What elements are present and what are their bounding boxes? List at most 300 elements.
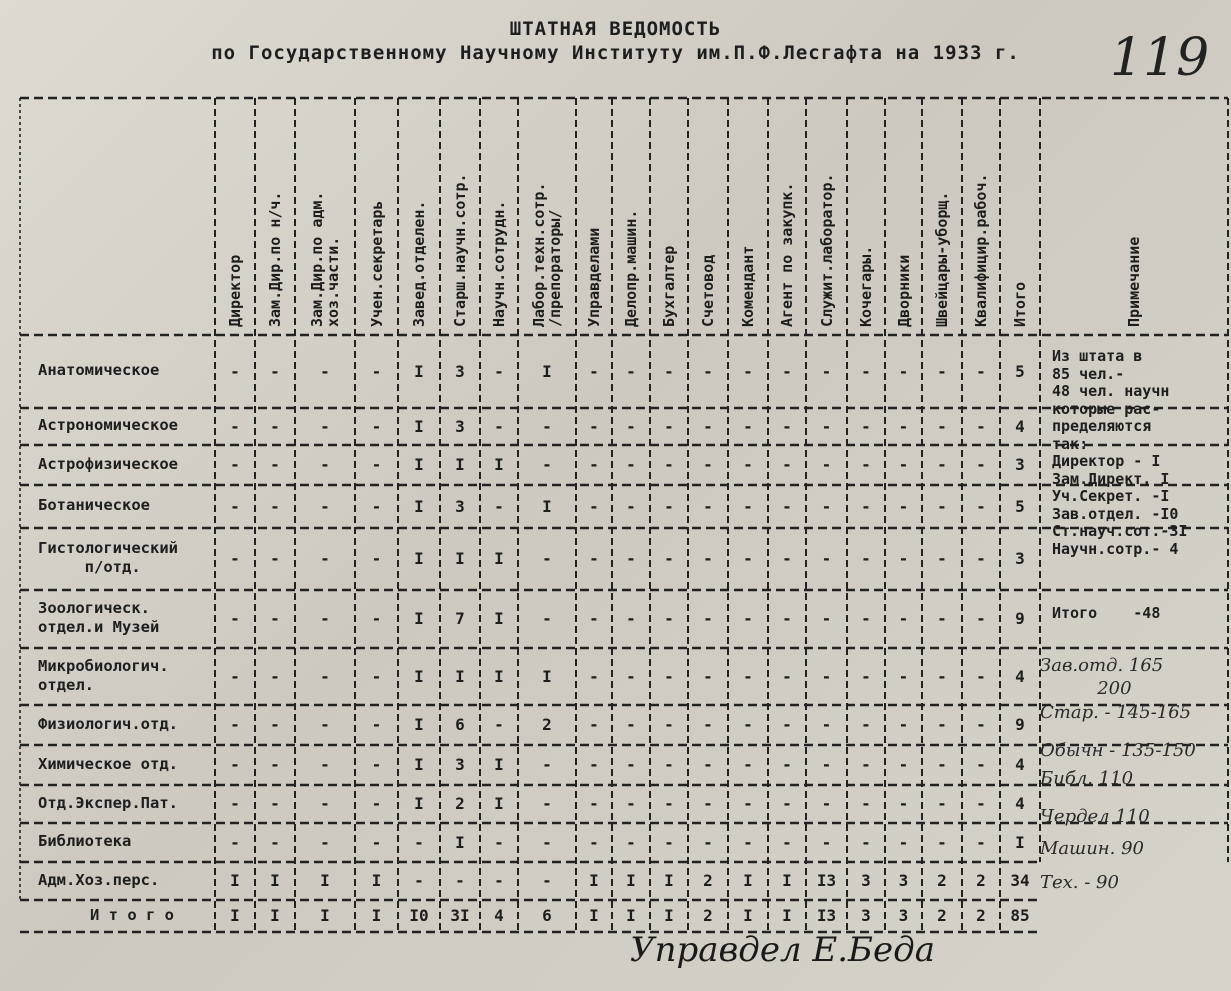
table-cell: 6 [542, 906, 552, 925]
table-cell: - [782, 794, 792, 813]
table-cell: I [626, 871, 636, 890]
column-header: Агент по закупк. [778, 182, 796, 327]
table-cell: - [976, 794, 986, 813]
table-cell: - [626, 455, 636, 474]
table-cell: I [230, 871, 240, 890]
table-cell: - [371, 832, 382, 852]
table-cell: - [230, 832, 240, 852]
table-cell: - [937, 666, 947, 686]
table-cell: I [494, 455, 504, 474]
column-header: Служит.лаборатор. [817, 173, 836, 327]
table-cell: - [937, 416, 947, 436]
table-cell: I [414, 609, 424, 628]
table-cell: I [664, 906, 674, 925]
typed-note-line: которые рас- [1052, 399, 1161, 418]
table-cell: I [743, 906, 753, 925]
table-cell: I [414, 755, 424, 774]
table-cell: I [626, 906, 636, 925]
table-cell: 2 [455, 794, 465, 813]
table-cell: - [861, 755, 871, 774]
column-header: Старш.научн.сотр. [451, 173, 469, 327]
signature: Управдел Е.Беда [630, 930, 935, 970]
column-header: Зам.Дир.по адм. хоз.части. [308, 191, 342, 327]
table-cell: - [664, 416, 674, 436]
table-cell: - [898, 609, 909, 628]
table-cell: 3I [450, 906, 470, 925]
table-cell: - [542, 871, 552, 890]
table-cell: - [976, 416, 986, 436]
table-cell: - [494, 361, 504, 381]
table-cell: - [976, 609, 986, 628]
table-cell: I [589, 906, 599, 925]
table-cell: - [270, 666, 280, 686]
column-header: Бухгалтер [660, 245, 678, 327]
table-cell: - [743, 361, 753, 381]
table-cell: - [821, 715, 832, 734]
table-cell: - [626, 715, 636, 734]
table-cell: I [542, 666, 552, 686]
table-cell: I [494, 794, 504, 813]
table-cell: - [589, 715, 599, 734]
table-cell: I [270, 871, 280, 890]
table-cell: - [589, 609, 599, 628]
row-label: Анатомическое [38, 361, 160, 379]
row-label: И т о г о [90, 905, 174, 924]
column-header: Итого [1011, 281, 1029, 327]
row-label: Ботаническое [38, 496, 150, 514]
column-header: Завед.отделен. [410, 200, 428, 327]
table-cell: - [230, 715, 240, 734]
table-cell: - [861, 794, 871, 813]
table-cell: - [782, 361, 792, 381]
handwritten-note-line: Стар. - 145-165 [1040, 702, 1192, 723]
table-cell: I [230, 906, 240, 925]
column-header: Дворники [894, 254, 913, 327]
table-cell: 3 [861, 871, 871, 890]
table-cell: - [230, 609, 240, 628]
table-cell: - [626, 496, 636, 516]
table-cell: - [861, 715, 871, 734]
table-cell: - [743, 455, 753, 474]
table-cell: 3 [1015, 455, 1025, 474]
table-cell: - [821, 496, 832, 516]
table-cell: 4 [1015, 416, 1025, 436]
table-cell: 4 [1015, 666, 1025, 686]
table-cell: - [320, 549, 330, 568]
table-cell: - [494, 496, 504, 516]
table-cell: - [937, 755, 947, 774]
table-cell: - [821, 666, 832, 686]
table-cell: - [371, 361, 382, 381]
table-cell: I [320, 871, 330, 890]
table-cell: - [703, 549, 713, 568]
table-cell: - [320, 794, 330, 813]
table-cell: - [589, 832, 599, 852]
table-cell: - [976, 455, 986, 474]
table-cell: - [664, 832, 674, 852]
column-header: Квалифицир.рабоч. [972, 173, 990, 327]
table-cell: - [626, 794, 636, 813]
table-cell: 4 [494, 906, 504, 925]
table-cell: - [626, 755, 636, 774]
table-cell: - [320, 715, 330, 734]
table-cell: - [626, 832, 636, 852]
row-label: Микробиологич. отдел. [38, 656, 169, 694]
table-cell: - [743, 609, 753, 628]
typed-note-line: Директор - I [1052, 452, 1161, 470]
table-cell: - [743, 549, 753, 568]
document-title: ШТАТНАЯ ВЕДОМОСТЬ [509, 18, 722, 40]
table-cell: - [664, 496, 674, 516]
table-cell: - [270, 361, 280, 381]
table-cell: - [937, 609, 947, 628]
table-cell: - [743, 832, 753, 852]
table-cell: - [821, 455, 832, 474]
table-cell: - [898, 361, 909, 381]
table-cell: - [371, 416, 382, 436]
table-cell: - [664, 666, 674, 686]
table-cell: - [542, 455, 552, 474]
table-cell: - [703, 755, 713, 774]
table-cell: I [664, 871, 674, 890]
table-cell: - [937, 496, 947, 516]
table-cell: - [371, 609, 382, 628]
table-cell: 2 [937, 871, 947, 890]
table-cell: - [898, 715, 909, 734]
table-cell: I [270, 906, 280, 925]
typed-note-line: так: [1052, 434, 1089, 453]
row-label: Химическое отд. [38, 754, 178, 773]
row-label: Библиотека [38, 832, 132, 850]
table-cell: - [320, 455, 330, 474]
table-cell: - [898, 549, 909, 568]
row-label: Физиологич.отд. [38, 714, 178, 733]
table-cell: - [861, 666, 871, 686]
column-header: Примечание [1125, 236, 1143, 327]
table-cell: I [494, 755, 504, 774]
table-cell: - [414, 832, 424, 852]
typed-note-line: Уч.Секрет. -I [1052, 487, 1170, 505]
table-cell: 2 [703, 871, 713, 890]
table-cell: - [821, 549, 832, 568]
table-cell: I [414, 496, 424, 516]
table-cell: - [270, 455, 280, 474]
table-cell: - [703, 794, 713, 813]
typed-note-line: 85 чел.- [1052, 364, 1125, 383]
table-cell: 2 [976, 871, 986, 890]
typed-note-line: Научн.сотр.- 4 [1052, 539, 1179, 558]
table-cell: - [821, 361, 832, 381]
table-cell: - [589, 361, 599, 381]
table-cell: - [861, 496, 871, 516]
table-cell: - [542, 832, 552, 852]
table-cell: - [898, 416, 909, 436]
table-cell: - [542, 609, 552, 628]
table-cell: I [743, 871, 753, 890]
table-cell: - [898, 455, 909, 474]
table-cell: I [414, 361, 424, 381]
table-cell: - [821, 755, 832, 774]
table-cell: - [589, 666, 599, 686]
table-cell: I [542, 361, 552, 381]
document-subtitle: по Государственному Научному Институту им.П.Ф.Лесгафта на 1933 г. [211, 42, 1020, 64]
table-cell: - [743, 794, 753, 813]
table-cell: - [320, 609, 330, 628]
column-header: Кочегары. [857, 245, 875, 327]
table-cell: - [703, 361, 713, 381]
row-label: Астрономическое [38, 416, 178, 434]
table-cell: - [782, 609, 792, 628]
table-cell: 5 [1015, 496, 1025, 516]
table-cell: 9 [1015, 715, 1025, 734]
table-cell: - [664, 361, 674, 381]
table-cell: - [976, 496, 986, 516]
table-cell: - [626, 609, 636, 628]
table-cell: - [861, 549, 871, 568]
table-cell: - [703, 832, 713, 852]
table-cell: - [782, 666, 792, 686]
table-cell: 4 [1015, 794, 1025, 813]
table-cell: I [494, 666, 504, 686]
table-cell: - [320, 416, 330, 436]
table-cell: - [937, 794, 947, 813]
table-cell: 2 [976, 906, 986, 925]
column-header: Зам.Дир.по н/ч. [266, 191, 284, 327]
table-cell: - [626, 666, 636, 686]
column-header: Швейцары-уборщ. [933, 191, 951, 327]
row-label: Отд.Экспер.Пат. [38, 793, 178, 812]
table-cell: - [782, 416, 792, 436]
table-cell: I [494, 609, 504, 628]
table-cell: - [782, 832, 792, 852]
table-cell: - [782, 455, 792, 474]
table-cell: I [782, 871, 792, 890]
handwritten-note-line: Зав.отд. 165 [1040, 655, 1164, 676]
table-cell: - [821, 609, 832, 628]
table-cell: - [782, 755, 792, 774]
table-cell: - [743, 416, 753, 436]
table-cell: 3 [861, 906, 871, 925]
table-cell: 3 [898, 906, 909, 925]
table-cell: - [371, 496, 382, 516]
table-cell: - [320, 361, 330, 381]
table-cell: - [703, 715, 713, 734]
table-cell: - [371, 715, 382, 734]
table-cell: - [976, 755, 986, 774]
handwritten-note-line: 200 [1040, 678, 1132, 699]
table-cell: 3 [898, 871, 909, 890]
table-cell: 3 [455, 496, 465, 516]
table-cell: - [861, 609, 871, 628]
table-cell: I [414, 455, 424, 474]
table-cell: - [976, 549, 986, 568]
table-cell: - [230, 455, 240, 474]
table-cell: 34 [1010, 871, 1030, 890]
handwritten-note-line: Чердел 110 [1040, 806, 1150, 827]
table-cell: 3 [455, 416, 465, 436]
table-cell: - [743, 666, 753, 686]
table-cell: - [589, 794, 599, 813]
table-cell: 3 [1015, 549, 1025, 568]
table-cell: - [782, 496, 792, 516]
table-cell: - [898, 832, 909, 852]
table-cell: - [664, 549, 674, 568]
table-cell: - [703, 416, 713, 436]
handwritten-note-line: Библ. 110 [1040, 768, 1134, 789]
table-cell: 5 [1015, 361, 1025, 381]
table-cell: 4 [1015, 755, 1025, 774]
table-cell: - [664, 715, 674, 734]
table-cell: I0 [409, 906, 429, 925]
table-cell: I [414, 666, 424, 686]
table-cell: 7 [455, 609, 465, 628]
table-cell: - [270, 496, 280, 516]
typed-note-line: Зав.отдел. -I0 [1052, 504, 1179, 523]
column-header: Управделами [585, 227, 603, 327]
table-cell: - [494, 832, 504, 852]
table-cell: I3 [816, 906, 837, 925]
table-cell: - [821, 416, 832, 436]
table-cell: - [821, 794, 832, 813]
table-cell: - [270, 609, 280, 628]
table-cell: - [898, 794, 909, 813]
table-cell: I [371, 871, 382, 890]
table-cell: - [589, 416, 599, 436]
typed-note-line: Ст.науч.сот.-3I [1052, 522, 1188, 540]
table-cell: - [371, 455, 382, 474]
table-cell: 3 [455, 755, 465, 774]
table-cell: - [494, 416, 504, 436]
table-cell: - [320, 666, 330, 686]
column-header: Директор [226, 254, 244, 327]
table-cell: - [782, 715, 792, 734]
column-header: Делопр.машин. [622, 209, 640, 327]
page-number: 119 [1110, 28, 1210, 88]
table-cell: I [494, 549, 504, 568]
table-cell: - [703, 455, 713, 474]
table-cell: - [320, 832, 330, 852]
table-cell: - [230, 361, 240, 381]
table-cell: - [589, 455, 599, 474]
table-cell: I [455, 832, 465, 852]
table-cell: I [414, 416, 424, 436]
table-cell: 6 [455, 715, 465, 734]
table-cell: - [414, 871, 424, 890]
table-cell: - [664, 609, 674, 628]
column-header: Учен.секретарь [367, 200, 386, 327]
column-header: Научн.сотрудн. [490, 200, 508, 327]
table-cell: I [455, 549, 465, 568]
table-cell: - [976, 361, 986, 381]
typed-note-line: Итого -48 [1052, 604, 1161, 622]
table-cell: 2 [937, 906, 947, 925]
table-cell: - [626, 549, 636, 568]
table-cell: - [898, 755, 909, 774]
table-cell: I [782, 906, 792, 925]
table-cell: I [414, 715, 424, 734]
table-cell: - [976, 666, 986, 686]
table-cell: - [371, 755, 382, 774]
typed-note-line: пределяются [1052, 417, 1152, 435]
column-header: Счетовод [699, 254, 717, 327]
table-cell: - [589, 496, 599, 516]
table-cell: - [743, 715, 753, 734]
table-cell: I [414, 794, 424, 813]
table-cell: - [976, 832, 986, 852]
table-cell: - [270, 755, 280, 774]
table-cell: - [703, 609, 713, 628]
table-cell: - [270, 794, 280, 813]
table-cell: - [494, 871, 504, 890]
table-cell: 9 [1015, 609, 1025, 628]
table-cell: - [455, 871, 465, 890]
table-cell: - [230, 794, 240, 813]
table-cell: - [898, 496, 909, 516]
column-header: Лабор.техн.сотр. /препораторы/ [530, 182, 564, 327]
table-cell: - [937, 455, 947, 474]
table-cell: - [542, 794, 552, 813]
table-cell: I [455, 666, 465, 686]
table-cell: - [976, 715, 986, 734]
table-cell: - [626, 361, 636, 381]
handwritten-note-line: Машин. 90 [1040, 838, 1145, 859]
table-cell: - [230, 549, 240, 568]
table-cell: 2 [703, 906, 713, 925]
table-cell: - [542, 755, 552, 774]
table-cell: - [371, 666, 382, 686]
typed-note-line: 48 чел. научн [1052, 382, 1170, 400]
table-cell: - [494, 715, 504, 734]
typed-note-line: Зам.Директ. I [1052, 469, 1170, 488]
table-cell: - [861, 832, 871, 852]
table-cell: - [371, 794, 382, 813]
table-cell: - [898, 666, 909, 686]
table-cell: - [937, 715, 947, 734]
table-cell: I3 [816, 871, 837, 890]
typed-note-line: Из штата в [1052, 347, 1143, 365]
table-cell: - [270, 832, 280, 852]
table-cell: - [230, 666, 240, 686]
table-cell: - [230, 496, 240, 516]
row-label: Гистологический п/отд. [38, 539, 178, 576]
table-cell: - [703, 666, 713, 686]
table-cell: I [414, 549, 424, 568]
table-cell: - [821, 832, 832, 852]
table-cell: I [542, 496, 552, 516]
table-cell: - [589, 549, 599, 568]
table-cell: - [861, 361, 871, 381]
table-cell: - [664, 455, 674, 474]
table-cell: - [664, 755, 674, 774]
table-cell: - [542, 416, 552, 436]
table-cell: - [270, 549, 280, 568]
table-cell: - [230, 755, 240, 774]
table-cell: I [320, 906, 330, 925]
row-label: Зоологическ. отдел.и Музей [38, 599, 160, 636]
table-cell: - [937, 361, 947, 381]
table-cell: - [861, 416, 871, 436]
table-cell: I [371, 906, 382, 925]
table-cell: - [782, 549, 792, 568]
table-cell: - [626, 416, 636, 436]
table-cell: 3 [455, 361, 465, 381]
row-label: Адм.Хоз.перс. [38, 870, 160, 889]
table-cell: - [861, 455, 871, 474]
table-cell: - [589, 755, 599, 774]
handwritten-note-line: Тех. - 90 [1040, 872, 1119, 893]
table-cell: 85 [1010, 906, 1030, 925]
table-cell: - [230, 416, 240, 436]
